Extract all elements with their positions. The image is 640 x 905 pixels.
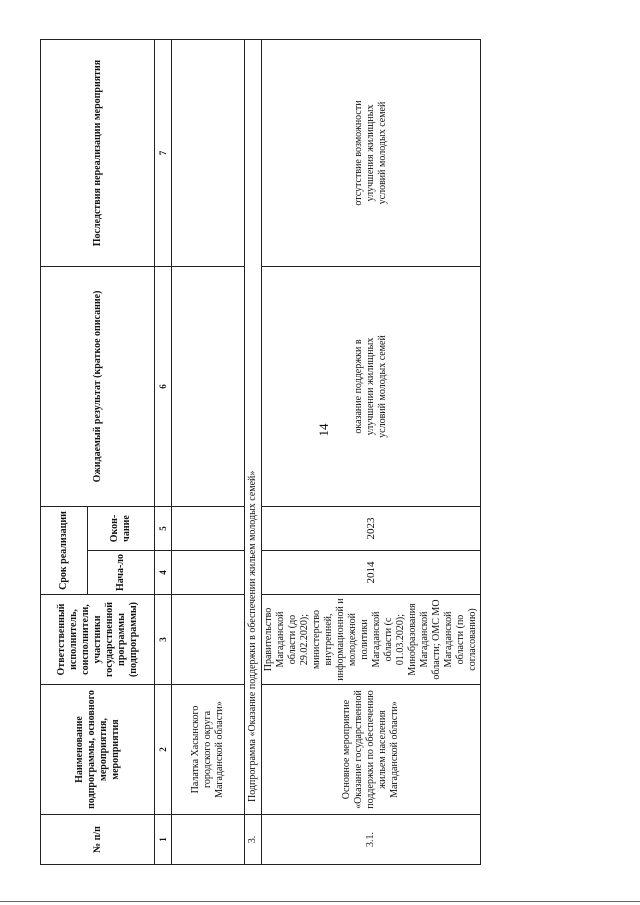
row-number: 3.1.	[262, 815, 481, 865]
continued-row	[172, 40, 245, 865]
row-consequences: отсутствие возможности улучшения жилищных условий молодых семей	[262, 40, 481, 267]
bottom-rule	[0, 901, 640, 902]
header-consequences: Последствия нереализации мероприятия	[41, 40, 155, 267]
header-start: Нача-ло	[88, 551, 155, 595]
row-start: 2014	[262, 551, 481, 595]
col-number: 5	[155, 507, 172, 551]
subprogram-number: 3.	[245, 815, 262, 865]
row-name: Основное мероприятие «Оказание государственной поддержки по обеспечению жильем населения Магаданской области»	[262, 685, 481, 815]
table-row	[262, 40, 481, 865]
col-number: 6	[155, 267, 172, 507]
header-row-1	[41, 40, 88, 865]
continued-name-cell: Палатка Хасынского городского округа Магаданской области»	[172, 685, 245, 815]
row-executor: Правительство Магаданской области (до 29.02.2020); министерство внутренней, информационной и молодежной политики Магаданской области (с 01.03.2020); Минобразования Магаданской области; ОМС МО Магаданской области (по согласованию)	[262, 595, 481, 685]
col-number: 2	[155, 685, 172, 815]
header-n: № п/п	[41, 815, 155, 865]
column-number-row	[155, 40, 172, 865]
col-number: 7	[155, 40, 172, 267]
col-number: 3	[155, 595, 172, 685]
header-name: Наименование подпрограммы, основного мероприятия, мероприятия	[41, 685, 155, 815]
rotated-table-wrapper	[40, 40, 585, 865]
row-end: 2023	[262, 507, 481, 551]
subprogram-row	[245, 40, 262, 865]
program-table	[40, 39, 481, 865]
subprogram-title: Подпрограмма «Оказание поддержки в обеспечении жильем молодых семей»	[245, 40, 262, 815]
row-result: оказание поддержки в улучшении жилищных условий молодых семей	[262, 267, 481, 507]
header-term: Срок реализации	[41, 507, 88, 595]
col-number: 4	[155, 551, 172, 595]
header-end: Окон-чание	[88, 507, 155, 551]
col-number: 1	[155, 815, 172, 865]
header-executor: Ответственный исполнитель, соисполнители, участники государственной программы (подпрограммы)	[41, 595, 155, 685]
header-result: Ожидаемый результат (краткое описание)	[41, 267, 155, 507]
page-number: 14	[316, 423, 331, 437]
